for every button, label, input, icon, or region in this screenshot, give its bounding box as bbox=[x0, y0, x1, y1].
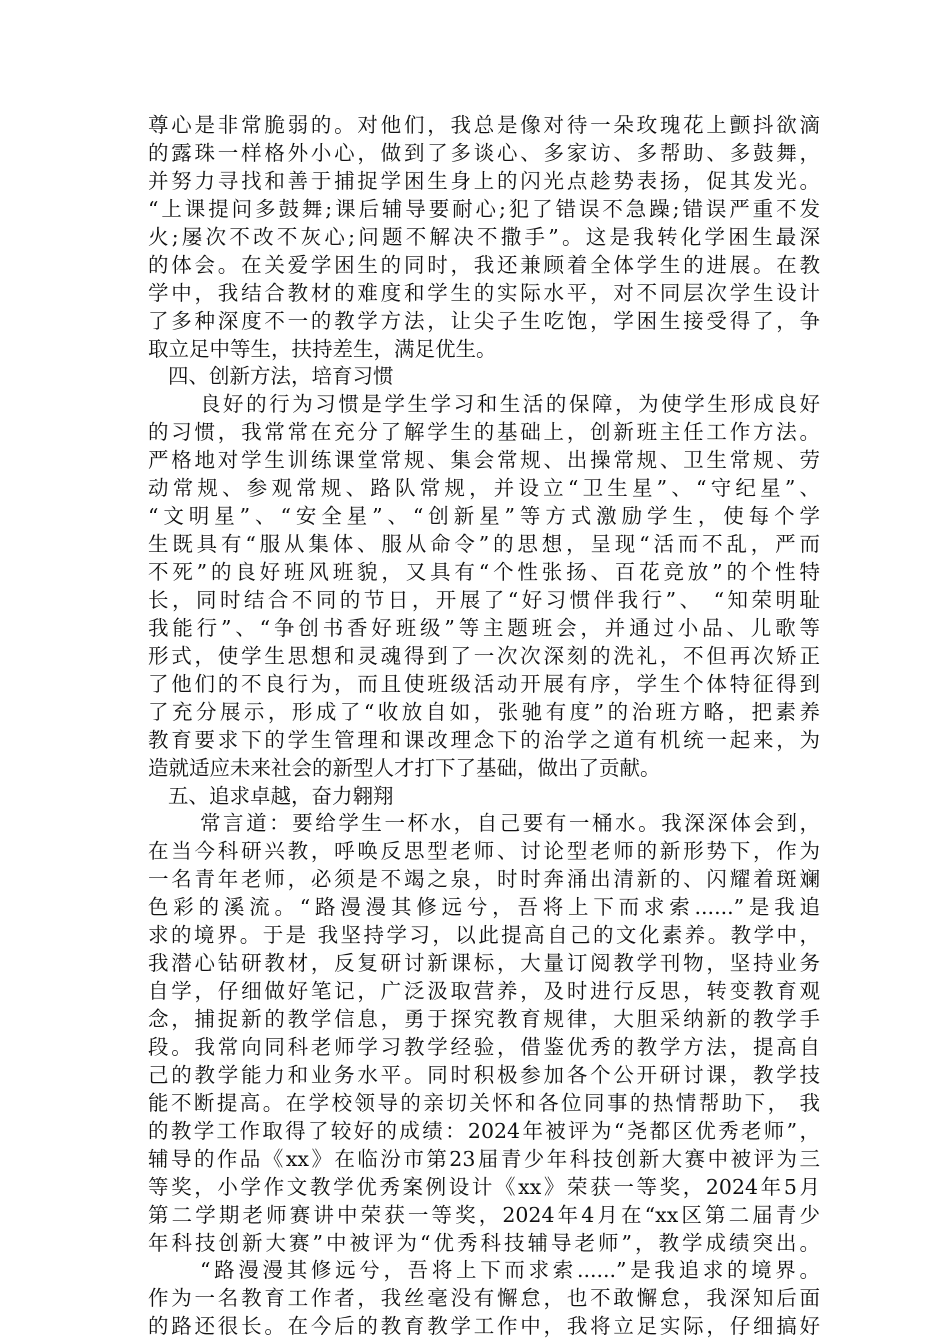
text-line: 的露珠一样格外小心，做到了多谈心、多家访、多帮助、多鼓舞， bbox=[148, 140, 820, 165]
section-heading: 四、创新方法，培育习惯 bbox=[168, 364, 394, 389]
text-line: 取立足中等生，扶持差生，满足优生。 bbox=[148, 336, 497, 361]
text-line: 段。我常向同科老师学习教学经验，借鉴优秀的教学方法，提高自 bbox=[148, 1034, 820, 1059]
text-line: 在当今科研兴教，呼唤反思型老师、讨论型老师的新形势下，作为 bbox=[148, 839, 820, 864]
text-line: 长，同时结合不同的节日，开展了“好习惯伴我行”、 “知荣明耻 bbox=[148, 587, 820, 612]
paragraph-first-line: “路漫漫其修远兮，吾将上下而求索......”是我追求的境界。 bbox=[200, 1258, 820, 1283]
text-line: 教育要求下的学生管理和课改理念下的治学之道有机统一起来，为 bbox=[148, 727, 820, 752]
text-line: 辅导的作品《xx》在临汾市第23届青少年科技创新大赛中被评为三 bbox=[148, 1146, 820, 1171]
text-line: 年科技创新大赛”中被评为“优秀科技辅导老师”，教学成绩突出。 bbox=[148, 1230, 820, 1255]
text-line: 学中，我结合教材的难度和学生的实际水平，对不同层次学生设计 bbox=[148, 280, 820, 305]
text-line: 一名青年老师，必须是不竭之泉，时时奔涌出清新的、闪耀着斑斓 bbox=[148, 867, 820, 892]
paragraph-first-line: 常言道：要给学生一杯水，自己要有一桶水。我深深体会到， bbox=[200, 811, 820, 836]
text-line: 求的境界。于是 我坚持学习，以此提高自己的文化素养。教学中， bbox=[148, 923, 820, 948]
text-line: 不死”的良好班风班貌，又具有“个性张扬、百花竞放”的个性特 bbox=[148, 560, 820, 584]
document-body bbox=[148, 112, 820, 1341]
text-line: 的习惯，我常常在充分了解学生的基础上，创新班主任工作方法。 bbox=[148, 420, 820, 445]
text-line: 色彩的溪流。“路漫漫其修远兮，吾将上下而求索......”是我追 bbox=[148, 895, 820, 920]
text-line: 我潜心钻研教材，反复研讨新课标，大量订阅教学刊物，坚持业务 bbox=[148, 951, 820, 976]
text-line: 了充分展示，形成了“收放自如，张驰有度”的治班方略，把素养 bbox=[148, 699, 820, 724]
text-line: 严格地对学生训练课堂常规、集会常规、出操常规、卫生常规、劳 bbox=[148, 448, 820, 473]
text-line: 生既具有“服从集体、服从命令”的思想，呈现“活而不乱，严而 bbox=[148, 532, 820, 557]
text-line: 了他们的不良行为，而且使班级活动开展有序，学生个体特征得到 bbox=[148, 671, 820, 696]
text-line: 的路还很长。在今后的教育教学工作中，我将立足实际，仔细搞好 bbox=[148, 1314, 820, 1339]
text-line: 形式，使学生思想和灵魂得到了一次次深刻的洗礼，不但再次矫正 bbox=[148, 643, 820, 668]
text-line: 作为一名教育工作者，我丝毫没有懈怠，也不敢懈怠，我深知后面 bbox=[148, 1286, 820, 1311]
text-line: 动常规、参观常规、路队常规，并设立“卫生星”、“守纪星”、 bbox=[148, 476, 820, 501]
text-line: “文明星”、“安全星”、“创新星”等方式激励学生，使每个学 bbox=[148, 504, 820, 529]
text-line: 并努力寻找和善于捕捉学困生身上的闪光点趁势表扬，促其发光。 bbox=[148, 168, 820, 193]
text-line: 火;屡次不改不灰心;问题不解决不撒手”。这是我转化学困生最深 bbox=[148, 224, 820, 249]
text-line: 等奖，小学作文教学优秀案例设计《xx》荣获一等奖，2024年5月 bbox=[148, 1174, 820, 1199]
paragraph-first-line: 良好的行为习惯是学生学习和生活的保障，为使学生形成良好 bbox=[200, 392, 820, 417]
text-line: 尊心是非常脆弱的。对他们，我总是像对待一朵玫瑰花上颤抖欲滴 bbox=[148, 113, 820, 137]
text-line: 自学，仔细做好笔记，广泛汲取营养，及时进行反思，转变教育观 bbox=[148, 979, 820, 1004]
text-line: 造就适应未来社会的新型人才打下了基础，做出了贡献。 bbox=[148, 755, 661, 780]
text-line: 第二学期老师赛讲中荣获一等奖，2024年4月在“xx区第二届青少 bbox=[148, 1202, 820, 1227]
text-line: 我能行”、“争创书香好班级”等主题班会，并通过小品、儿歌等 bbox=[148, 615, 820, 640]
text-line: “上课提问多鼓舞;课后辅导要耐心;犯了错误不急躁;错误严重不发 bbox=[148, 196, 820, 221]
text-line: 己的教学能力和业务水平。同时积极参加各个公开研讨课，教学技 bbox=[148, 1062, 820, 1087]
text-line: 的体会。在关爱学困生的同时，我还兼顾着全体学生的进展。在教 bbox=[148, 252, 820, 277]
text-line: 了多种深度不一的教学方法，让尖子生吃饱，学困生接受得了，争 bbox=[148, 308, 820, 333]
text-line: 念，捕捉新的教学信息，勇于探究教育规律，大胆采纳新的教学手 bbox=[148, 1007, 820, 1031]
text-line: 能不断提高。在学校领导的亲切关怀和各位同事的热情帮助下， 我 bbox=[148, 1090, 820, 1115]
section-heading: 五、追求卓越，奋力翱翔 bbox=[168, 783, 394, 808]
text-line: 的教学工作取得了较好的成绩：2024年被评为“尧都区优秀老师”， bbox=[148, 1118, 820, 1143]
